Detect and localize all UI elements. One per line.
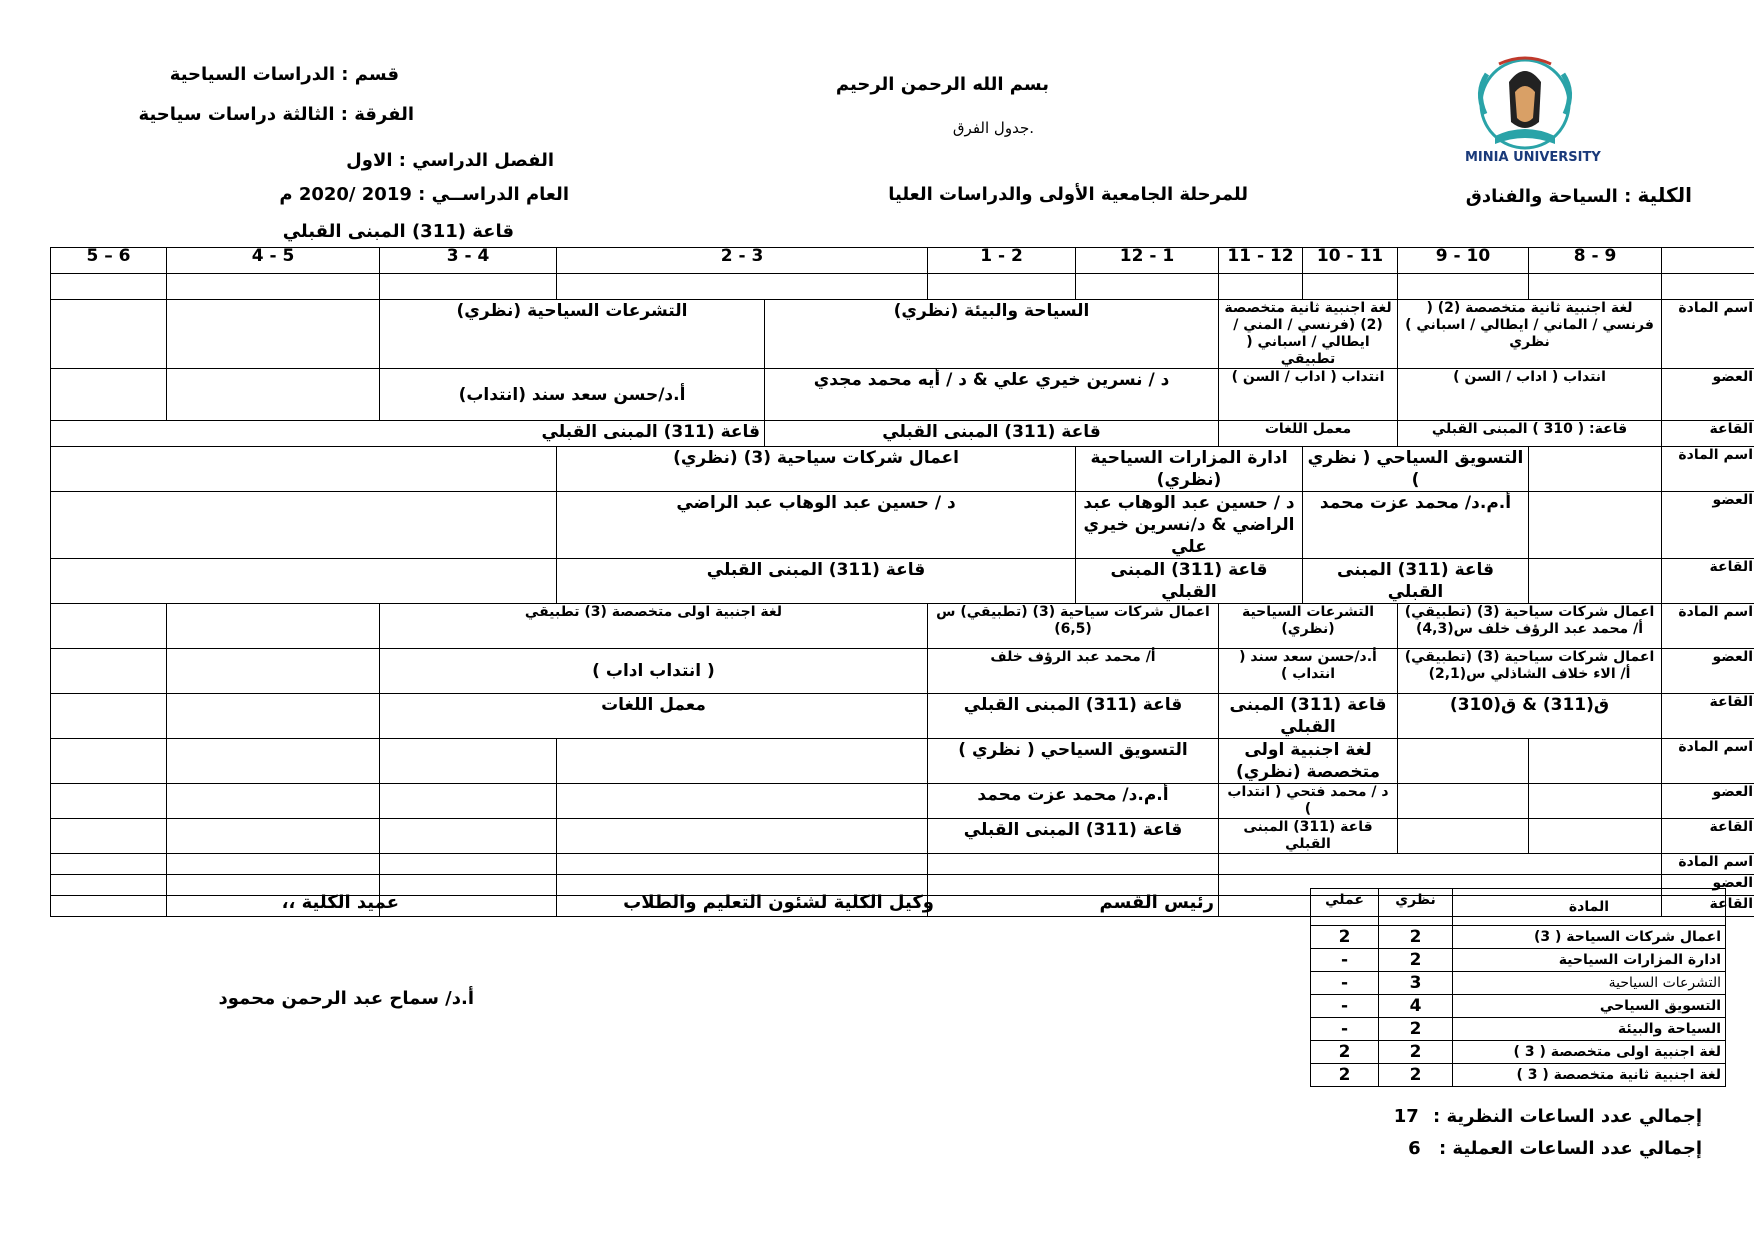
hall-header: قاعة (311) المبنى القبلي	[282, 221, 514, 242]
tuesday-slot3-hall: قاعة (311) المبنى القبلي	[928, 694, 1219, 739]
row-label-hall: القاعة	[1662, 694, 1754, 739]
wednesday-slot1-member: د / محمد فتحي ( انتداب )	[1219, 784, 1398, 819]
sunday-slot4-subject: التشرعات السياحية (نظري)	[380, 300, 765, 369]
row-label-member: العضو	[1662, 649, 1754, 694]
sunday-slot1-hall: قاعة: ( 310 ) المبنى القبلي	[1398, 421, 1662, 447]
subject-practical: -	[1311, 1018, 1379, 1041]
time-slot: 10 - 9	[1398, 248, 1529, 274]
tuesday-slot3-subject: اعمال شركات سياحية (3) (تطبيقي) س (6,5)	[928, 604, 1219, 649]
wednesday-slot2-hall: قاعة (311) المبنى القبلي	[928, 819, 1219, 854]
tuesday-slot2-subject: التشرعات السياحية (نظري)	[1219, 604, 1398, 649]
subject-practical: 2	[1311, 1041, 1379, 1064]
total-theory-value: 17	[1393, 1106, 1419, 1127]
tuesday-slot4-subject: لغة اجنبية اولى متخصصة (3) تطبيقي	[380, 604, 928, 649]
academic-year: العام الدراســي : 2019 /2020 م	[279, 184, 569, 205]
faculty-label: الكلية	[1637, 183, 1692, 207]
schedule-table	[50, 247, 1754, 917]
subject-theory: 2	[1379, 1018, 1453, 1041]
subject-name: التسويق السياحي	[1453, 995, 1726, 1018]
subject-theory: 2	[1379, 949, 1453, 972]
col-theory: نظري	[1379, 889, 1453, 926]
row-label-subject: اسم المادة	[1662, 739, 1754, 784]
hour-label	[1662, 248, 1754, 274]
subject-theory: 2	[1379, 1064, 1453, 1087]
faculty-value: : السياحة والفنادق	[1465, 186, 1632, 207]
row-label-hall: القاعة	[1662, 559, 1754, 604]
subject-name: التشرعات السياحية	[1453, 972, 1726, 995]
time-slot: 9 - 8	[1529, 248, 1662, 274]
wednesday-slot2-subject: التسويق السياحي ( نظري )	[928, 739, 1219, 784]
dean-name: أ.د/ سماح عبد الرحمن محمود	[218, 988, 474, 1009]
time-slot: 3 - 2	[557, 248, 928, 274]
minia-university-logo	[1465, 52, 1601, 168]
row-label-subject: اسم المادة	[1662, 447, 1754, 492]
sunday-slot4-member: أ.د/حسن سعد سند (انتداب)	[380, 369, 765, 421]
level: الفرقة : الثالثة دراسات سياحية	[138, 104, 414, 125]
stage: للمرحلة الجامعية الأولى والدراسات العليا	[888, 184, 1248, 205]
sunday-slot2-subject: لغة اجنبية ثانية متخصصة (2) (فرنسي / المني / ايطالي / اسباني ( تطبيقي	[1219, 300, 1398, 369]
subject-theory: 2	[1379, 1041, 1453, 1064]
department: قسم : الدراسات السياحية	[169, 64, 399, 85]
row-label-subject: اسم المادة	[1662, 300, 1754, 369]
subject-theory: 4	[1379, 995, 1453, 1018]
row-label-member: العضو	[1662, 369, 1754, 421]
monday-slot3-subject: اعمال شركات سياحية (3) (نظري)	[557, 447, 1076, 492]
department-head: رئيس القسم	[1099, 892, 1214, 913]
time-slot: 12 - 11	[1219, 248, 1303, 274]
tuesday-slot4-hall: معمل اللغات	[380, 694, 928, 739]
subject-name: السياحة والبيئة	[1453, 1018, 1726, 1041]
row-label-hall: القاعة	[1662, 896, 1754, 917]
row-label-hall: القاعة	[1662, 421, 1754, 447]
col-subject: المادة	[1453, 889, 1726, 926]
sunday-slot4-hall: قاعة (311) المبنى القبلي	[51, 421, 765, 447]
monday-slot2-member: د / حسين عبد الوهاب عبد الراضي & د/نسرين خيري علي	[1076, 492, 1303, 559]
sunday-slot3-hall: قاعة (311) المبنى القبلي	[765, 421, 1219, 447]
sunday-slot1-subject: لغة اجنبية ثانية متخصصة (2) ( فرنسي / الماني / ايطالي / اسباني ) نظري	[1398, 300, 1662, 369]
sunday-slot3-member: د / نسرين خيري علي & د / أيه محمد مجدي	[765, 369, 1219, 421]
tuesday-slot2-hall: قاعة (311) المبنى القبلي	[1219, 694, 1398, 739]
dean: عميد الكلية ،،	[281, 892, 399, 913]
tuesday-slot3-member: أ/ محمد عبد الرؤف خلف	[928, 649, 1219, 694]
day-label	[1662, 274, 1754, 300]
monday-slot2-subject: ادارة المزارات السياحية (نظري)	[1076, 447, 1303, 492]
row-label-subject: اسم المادة	[1662, 854, 1754, 875]
row-label-member: العضو	[1662, 784, 1754, 819]
schedule-title: .جدول الفرق	[952, 119, 1034, 137]
tuesday-slot4-member: ( انتداب اداب )	[380, 649, 928, 694]
monday-slot1-hall: قاعة (311) المبنى القبلي	[1303, 559, 1529, 604]
basmala: بسم الله الرحمن الرحيم	[835, 74, 1049, 95]
monday-slot3-member: د / حسين عبد الوهاب عبد الراضي	[557, 492, 1076, 559]
subject-practical: -	[1311, 949, 1379, 972]
total-practical-value: 6	[1408, 1138, 1421, 1159]
monday-slot1-member: أ.م.د/ محمد عزت محمد	[1303, 492, 1529, 559]
faculty	[1466, 183, 1692, 207]
tuesday-slot1-member: اعمال شركات سياحية (3) (تطبيقي) أ/ الاء خلاف الشاذلي س(2,1)	[1398, 649, 1662, 694]
total-theory-label: إجمالي عدد الساعات النظرية :	[1433, 1106, 1702, 1127]
total-practical-label: إجمالي عدد الساعات العملية :	[1438, 1138, 1702, 1159]
wednesday-slot1-subject: لغة اجنبية اولى متخصصة (نظري)	[1219, 739, 1398, 784]
tuesday-slot1-hall: ق(311) & ق(310)	[1398, 694, 1662, 739]
subject-practical: 2	[1311, 1064, 1379, 1087]
row-label-member: العضو	[1662, 492, 1754, 559]
subject-name: اعمال شركات السياحة ( 3)	[1453, 926, 1726, 949]
sunday-slot2-hall: معمل اللغات	[1219, 421, 1398, 447]
wednesday-slot2-member: أ.م.د/ محمد عزت محمد	[928, 784, 1219, 819]
monday-slot1-subject: التسويق السياحي ( نظري )	[1303, 447, 1529, 492]
subjects-hours-table	[1310, 888, 1726, 1087]
wednesday-slot1-hall: قاعة (311) المبنى القبلي	[1219, 819, 1398, 854]
row-label-hall: القاعة	[1662, 819, 1754, 854]
sunday-slot2-member: انتداب ( اداب / السن )	[1219, 369, 1398, 421]
subject-practical: 2	[1311, 926, 1379, 949]
tuesday-slot2-member: أ.د/حسن سعد سند ( انتداب )	[1219, 649, 1398, 694]
sunday-slot1-member: انتداب ( اداب / السن )	[1398, 369, 1662, 421]
time-slot: 2 - 1	[928, 248, 1076, 274]
subject-theory: 2	[1379, 926, 1453, 949]
tuesday-slot1-subject: اعمال شركات سياحية (3) (تطبيقي) أ/ محمد عبد الرؤف خلف س(4,3)	[1398, 604, 1662, 649]
subject-practical: -	[1311, 995, 1379, 1018]
subject-name: لغة اجنبية اولى متخصصة ( 3 )	[1453, 1041, 1726, 1064]
time-slot: 11 - 10	[1303, 248, 1398, 274]
subject-practical: -	[1311, 972, 1379, 995]
university-name: MINIA UNIVERSITY	[1465, 150, 1601, 165]
time-slot: 4 - 3	[380, 248, 557, 274]
subject-name: لغة اجنبية ثانية متخصصة ( 3 )	[1453, 1064, 1726, 1087]
time-slot: 1 - 12	[1076, 248, 1219, 274]
time-slot: 5 - 4	[167, 248, 380, 274]
semester: الفصل الدراسي : الاول	[346, 150, 554, 171]
monday-slot2-hall: قاعة (311) المبنى القبلي	[1076, 559, 1303, 604]
row-label-subject: اسم المادة	[1662, 604, 1754, 649]
total-theory	[1394, 1106, 1702, 1127]
sunday-slot3-subject: السياحة والبيئة (نظري)	[765, 300, 1219, 369]
vice-dean: وكيل الكلية لشئون التعليم والطلاب	[623, 892, 934, 913]
subject-theory: 3	[1379, 972, 1453, 995]
subject-name: ادارة المزارات السياحية	[1453, 949, 1726, 972]
col-practical: عملي	[1311, 889, 1379, 926]
total-practical	[1408, 1138, 1702, 1159]
time-slot: 6 – 5	[51, 248, 167, 274]
row-label-member: العضو	[1662, 875, 1754, 896]
monday-slot3-hall: قاعة (311) المبنى القبلي	[557, 559, 1076, 604]
